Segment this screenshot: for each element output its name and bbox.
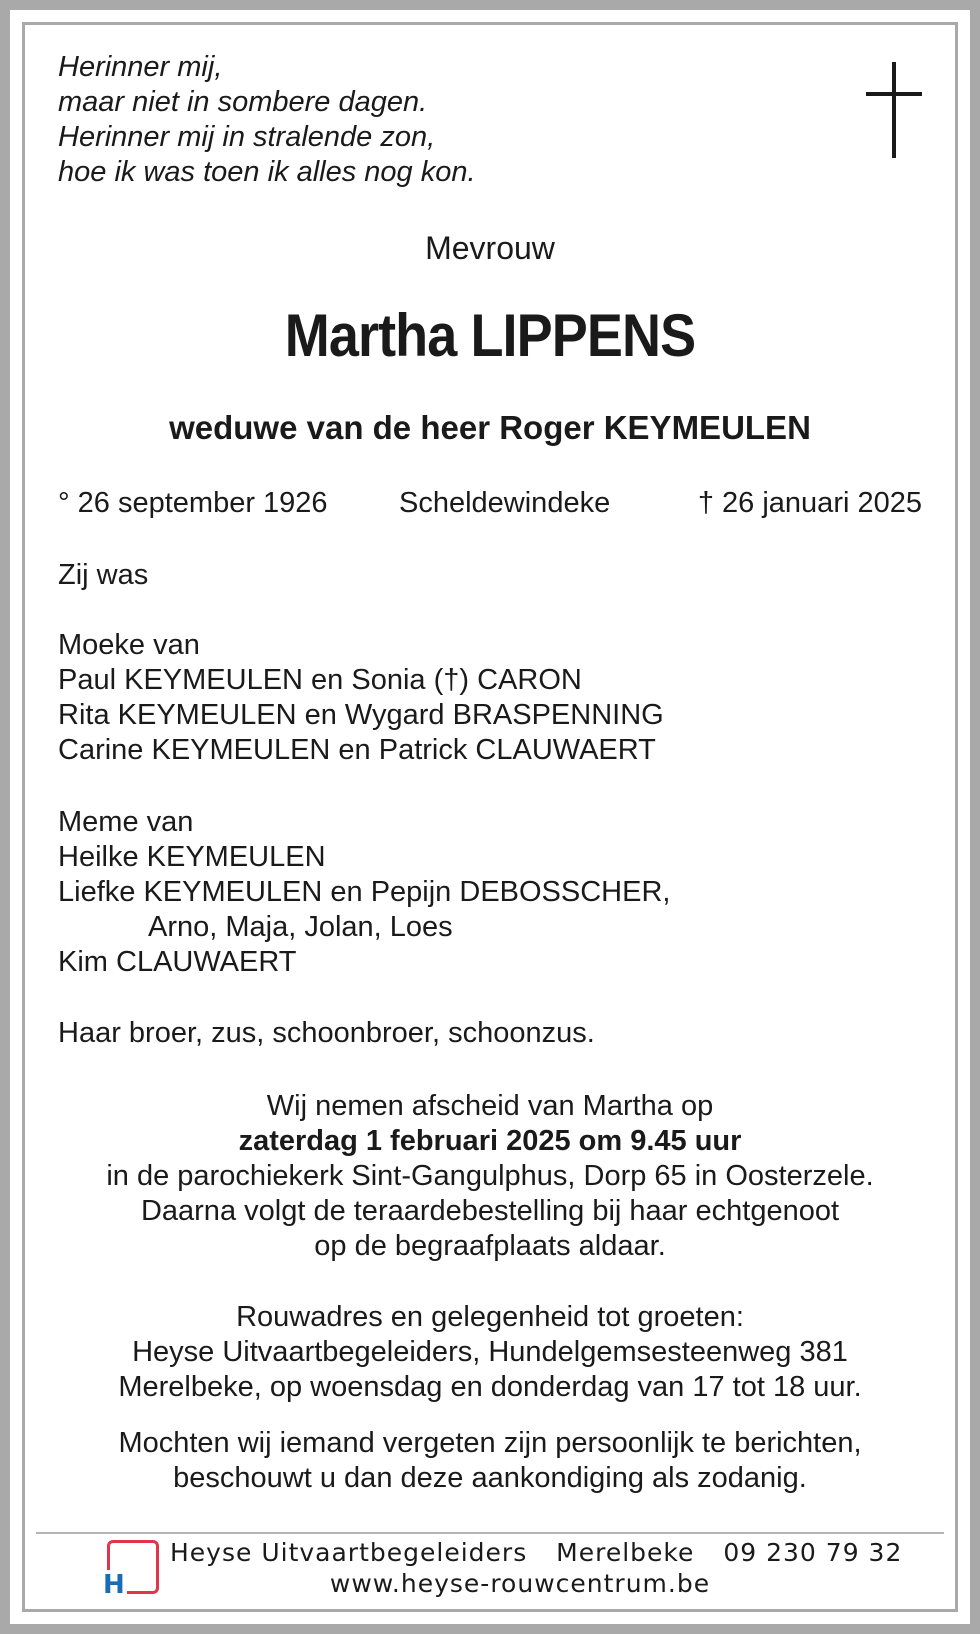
- meme-block: [58, 805, 670, 980]
- meme-children-line: Arno, Maja, Jolan, Loes: [148, 911, 453, 943]
- notice-line: Mochten wij iemand vergeten zijn persoonlijk te berichten,: [118, 1427, 862, 1459]
- siblings-line: Haar broer, zus, schoonbroer, schoonzus.: [58, 1017, 595, 1049]
- condolence-block: [30, 1300, 950, 1405]
- title-prefix: Mevrouw: [425, 230, 555, 266]
- farewell-line: op de begraafplaats aldaar.: [314, 1230, 666, 1262]
- meme-heading: Meme van: [58, 806, 194, 838]
- moeke-line: Rita KEYMEULEN en Wygard BRASPENNING: [58, 699, 664, 731]
- cross-icon: [866, 62, 922, 158]
- logo-letter: H: [103, 1570, 127, 1600]
- poem-line: Herinner mij in stralende zon,: [58, 121, 436, 153]
- footer-contact: [160, 1537, 903, 1569]
- footer-website: www.heyse-rouwcentrum.be: [329, 1569, 711, 1598]
- footer-city: Merelbeke: [556, 1538, 695, 1567]
- farewell-line: in de parochiekerk Sint-Gangulphus, Dorp 65 in Oosterzele.: [106, 1160, 874, 1192]
- farewell-date-time: zaterdag 1 februari 2025 om 9.45 uur: [238, 1125, 742, 1157]
- birth-date: ° 26 september 1926: [58, 487, 328, 519]
- siblings-block: [58, 1016, 595, 1051]
- death-date: † 26 januari 2025: [697, 487, 922, 519]
- poem: [58, 50, 476, 190]
- condolence-line: Merelbeke, op woensdag en donderdag van 17 tot 18 uur.: [118, 1371, 862, 1403]
- birth-place: Scheldewindeke: [399, 487, 611, 519]
- farewell-line: Wij nemen afscheid van Martha op: [266, 1090, 714, 1122]
- poem-line: Herinner mij,: [58, 51, 223, 83]
- deceased-name: Martha LIPPENS: [284, 302, 696, 369]
- farewell-line: Daarna volgt de teraardebestelling bij haar echtgenoot: [140, 1195, 840, 1227]
- moeke-block: [58, 628, 664, 768]
- farewell-block: [30, 1089, 950, 1264]
- condolence-line: Heyse Uitvaartbegeleiders, Hundelgemsesteenweg 381: [132, 1336, 848, 1368]
- relation-line: weduwe van de heer Roger KEYMEULEN: [169, 409, 811, 446]
- footer-company: Heyse Uitvaartbegeleiders: [170, 1538, 528, 1567]
- meme-line: Liefke KEYMEULEN en Pepijn DEBOSSCHER,: [58, 876, 671, 908]
- notice-block: [30, 1426, 950, 1496]
- zij-was-block: [58, 558, 148, 593]
- zij-was-text: Zij was: [58, 559, 149, 591]
- moeke-heading: Moeke van: [58, 629, 200, 661]
- condolence-line: Rouwadres en gelegenheid tot groeten:: [236, 1301, 744, 1333]
- meme-line: Heilke KEYMEULEN: [58, 841, 326, 873]
- moeke-line: Carine KEYMEULEN en Patrick CLAUWAERT: [58, 734, 656, 766]
- meme-line: Kim CLAUWAERT: [58, 946, 297, 978]
- footer-divider: [36, 1532, 944, 1534]
- funeral-home-logo: [103, 1540, 165, 1602]
- notice-line: beschouwt u dan deze aankondiging als zodanig.: [173, 1462, 807, 1494]
- poem-line: maar niet in sombere dagen.: [58, 86, 428, 118]
- poem-line: hoe ik was toen ik alles nog kon.: [58, 156, 476, 188]
- footer-phone: 09 230 79 32: [723, 1538, 903, 1567]
- moeke-line: Paul KEYMEULEN en Sonia (†) CARON: [58, 664, 582, 696]
